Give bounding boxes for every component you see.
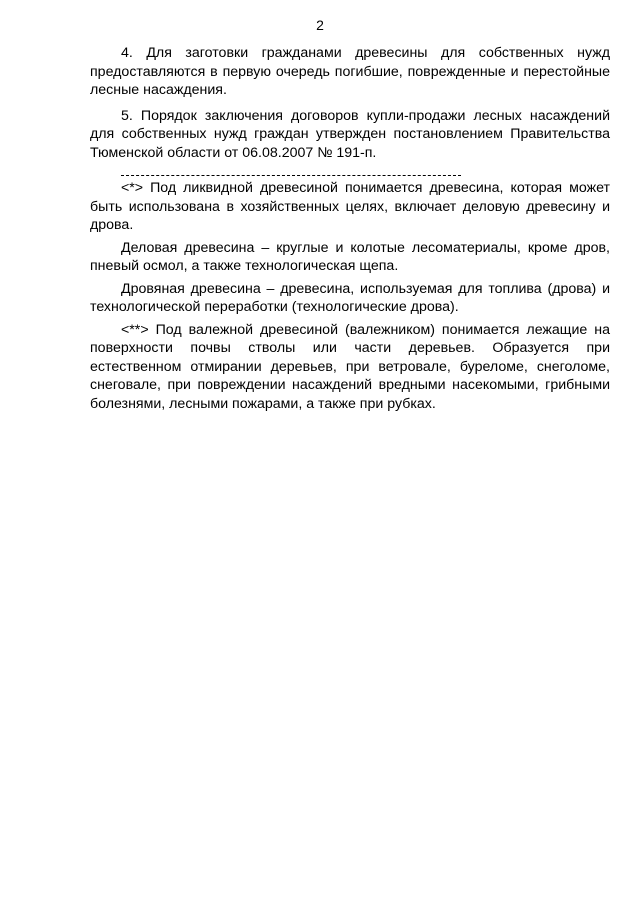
footnote-deadwood: <**> Под валежной древесиной (валежником) понимается лежащие на поверхности почвы стволы или части деревьев. Образуется при естественном отмирании деревьев, при ветровале, буреломе, снеголоме, снеговале, при повреждении насаждений вредными насекомыми, грибными болезнями, лесными пожарами, а также при рубках. <box>90 321 610 412</box>
document-body <box>90 44 610 417</box>
paragraph-item-5: 5. Порядок заключения договоров купли-продажи лесных насаждений для собственных нужд граждан утвержден постановлением Правительства Тюменской области от 06.08.2007 № 191-п. <box>90 107 610 161</box>
footnote-fire-wood: Дровяная древесина – древесина, используемая для топлива (дрова) и технологической переработки (технологические дрова). <box>90 280 610 315</box>
paragraph-item-4: 4. Для заготовки гражданами древесины для собственных нужд предоставляются в первую очередь погибшие, поврежденные и перестойные лесные насаждения. <box>90 45 610 98</box>
page-number: 2 <box>316 17 324 33</box>
footnote-separator <box>121 175 461 176</box>
footnote-business-wood: Деловая древесина – круглые и колотые лесоматериалы, кроме дров, пневый осмол, а также технологическая щепа. <box>90 239 610 274</box>
footnote-liquid-wood: <*> Под ликвидной древесиной понимается древесина, которая может быть использована в хозяйственных целях, включает деловую древесину и дрова. <box>90 180 610 233</box>
